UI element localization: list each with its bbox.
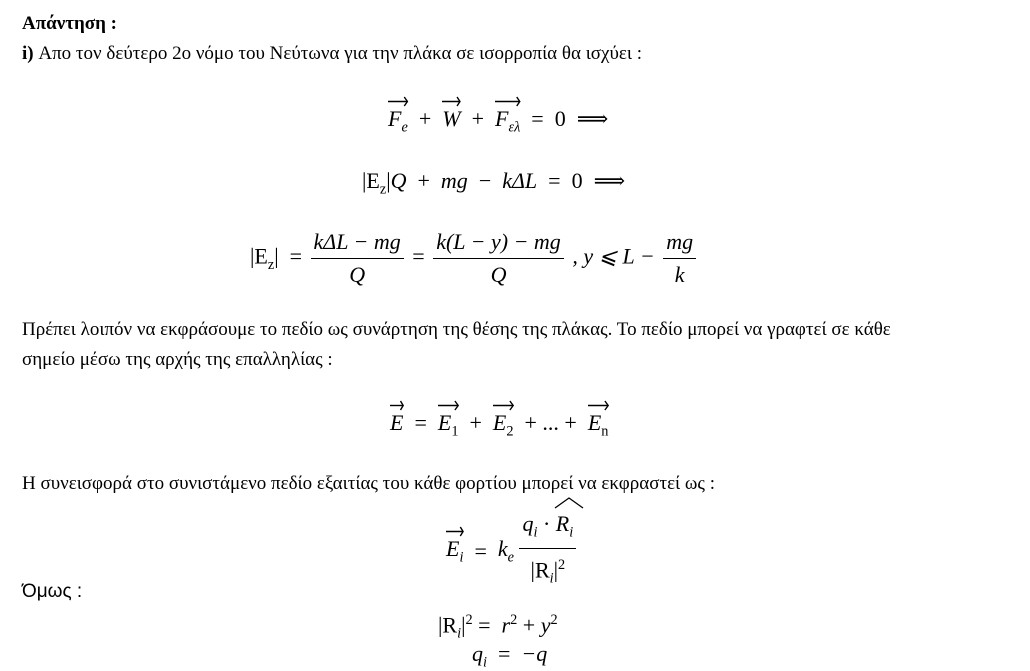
paragraph-field-line2: σημείο μέσω της αρχής της επαλληλίας :: [22, 349, 333, 370]
equation-scalar-balance: $|E_z|Q$ + mg − kΔL = 0 ⟹: [362, 168, 626, 198]
fraction-qiRi-over-Ri2: $q_i$ · $R_i$ $|R_i|^2$: [519, 508, 576, 595]
fraction-mg-over-k: $\frac{mg}{k}$: [663, 226, 696, 291]
equation-single-charge-field: $E_i = k_e$ $q_i$ · $R_i$ $|R_i|^2$: [446, 508, 579, 595]
equation-superposition: E = $E_1$ + $E_2$ + ... + $E_n$: [390, 410, 608, 440]
vector-E: E: [390, 410, 403, 436]
part-i-label: i): [22, 43, 34, 64]
equation-charge-value: $q_i = -q$: [472, 641, 548, 671]
equation-force-balance: $F_e$ + W + $F_{\varepsilon\lambda} = 0$ ⟹: [388, 106, 608, 136]
vector-Ei: $E_i$: [446, 536, 463, 566]
fraction-kdl-mg-over-q: $\frac{\text{kΔL − mg}}{Q}$: [311, 226, 404, 291]
part-i-text: Απο τον δεύτερο 2ο νόμο του Νεύτωνα για την πλάκα σε ισορροπία θα ισχύει :: [38, 43, 643, 64]
condition-text: , y ⩽ L −: [572, 243, 655, 269]
equation-distance-squared: $|R_i|^2 = r^2 + y^2$: [438, 612, 558, 642]
paragraph-contribution: Η συνεισφορά στο συνιστάμενο πεδίο εξαιτίας του κάθε φορτίου μπορεί να εκφραστεί ως :: [22, 473, 715, 494]
part-i-statement: [22, 42, 642, 66]
omos-label: Όμως :: [22, 581, 83, 602]
answer-heading: Απάντηση :: [22, 13, 117, 34]
vector-F-el: $F_{\varepsilon\lambda}$: [495, 106, 520, 136]
equation-field-magnitude: $|E_z|$ = $\frac{\text{kΔL − mg}}{Q}$ = $\frac{k(L - y) - mg}{Q}$ , y ⩽ L − $\frac{mg}{k}$: [250, 226, 699, 291]
vector-E2: $E_2$: [493, 410, 514, 440]
unit-vector-R-hat: $R_i$: [556, 508, 573, 548]
vector-W: W: [442, 106, 460, 132]
vector-E1: $E_1$: [438, 410, 459, 440]
vector-En: $E_n$: [588, 410, 609, 440]
vector-F-e: $F_e$: [388, 106, 408, 136]
fraction-kly-mg-over-q: $\frac{k(L - y) - mg}{Q}$: [433, 226, 564, 291]
paragraph-field-line1: Πρέπει λοιπόν να εκφράσουμε το πεδίο ως συνάρτηση της θέσης της πλάκας. Το πεδίο μπορεί να γραφτεί σε κάθε: [22, 319, 891, 340]
